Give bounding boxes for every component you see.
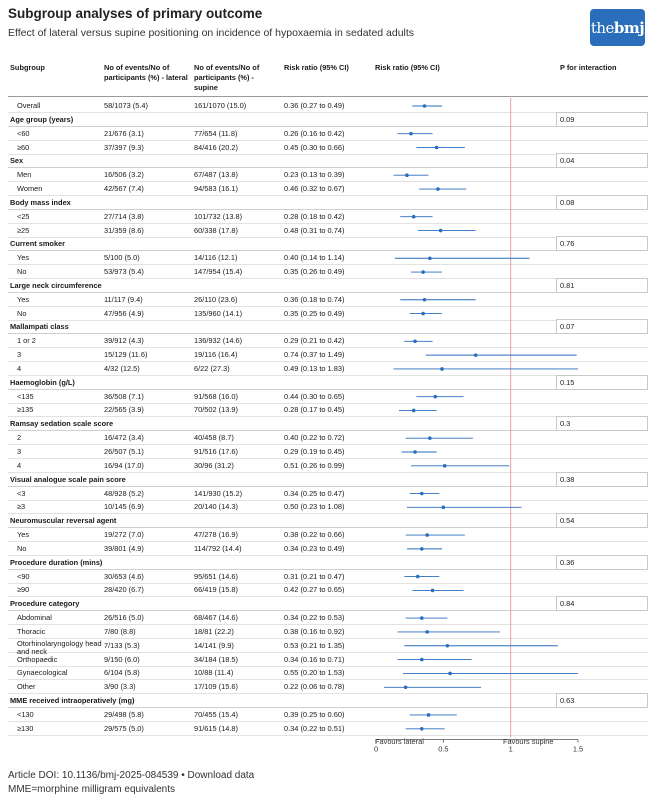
lateral-events: 53/973 (5.4) (104, 267, 144, 277)
point-estimate (420, 727, 424, 731)
point-estimate (405, 173, 409, 177)
point-estimate (431, 589, 435, 593)
p-value: 0.09 (560, 114, 575, 124)
point-estimate (421, 312, 425, 316)
header-supine: No of events/No of participants (%) - supine (194, 63, 260, 92)
point-estimate (436, 187, 440, 191)
risk-ratio-text: 0.26 (0.16 to 0.42) (284, 128, 345, 138)
supine-events: 77/654 (11.8) (194, 128, 238, 138)
subgroup-label: ≥90 (17, 585, 30, 595)
footer-note: MME=morphine milligram equivalents (8, 784, 176, 795)
subgroup-label: <90 (17, 571, 30, 581)
risk-ratio-text: 0.34 (0.23 to 0.49) (284, 543, 345, 553)
x-tick-label: 1.5 (572, 744, 584, 754)
subgroup-label: Procedure category (10, 599, 80, 609)
subgroup-label: ≥3 (17, 502, 26, 512)
lateral-events: 58/1073 (5.4) (104, 101, 148, 110)
risk-ratio-text: 0.28 (0.18 to 0.42) (284, 211, 345, 221)
lateral-events: 30/653 (4.6) (104, 571, 144, 581)
chart-title: Subgroup analyses of primary outcome (8, 6, 263, 21)
risk-ratio-text: 0.34 (0.22 to 0.53) (284, 613, 345, 623)
p-value: 0.54 (560, 516, 575, 526)
supine-events: 141/930 (15.2) (194, 488, 243, 498)
subgroup-label: Mallampati class (10, 322, 69, 332)
point-estimate (440, 367, 444, 371)
risk-ratio-text: 0.53 (0.21 to 1.35) (284, 640, 345, 650)
subgroup-label: Yes (17, 253, 30, 263)
point-estimate (413, 339, 417, 343)
subgroup-label: 4 (17, 363, 22, 373)
point-estimate (439, 229, 443, 233)
p-value: 0.81 (560, 280, 575, 290)
lateral-events: 16/506 (3.2) (104, 170, 144, 180)
risk-ratio-text: 0.34 (0.25 to 0.47) (284, 488, 345, 498)
subgroup-label: Current smoker (10, 239, 66, 249)
point-estimate (435, 146, 439, 150)
lateral-events: 6/104 (5.8) (104, 668, 140, 678)
supine-events: 60/338 (17.8) (194, 225, 238, 235)
lateral-events: 31/359 (8.6) (104, 225, 144, 235)
supine-events: 30/96 (31.2) (194, 460, 234, 470)
supine-events: 19/116 (16.4) (194, 350, 238, 360)
subgroup-label: Age group (years) (10, 114, 74, 124)
supine-events: 14/116 (12.1) (194, 253, 238, 263)
subgroup-label: Other (17, 682, 36, 692)
subgroup-label: Thoracic (17, 626, 46, 636)
lateral-events: 26/516 (5.0) (104, 613, 144, 623)
risk-ratio-text: 0.49 (0.13 to 1.83) (284, 363, 345, 373)
supine-events: 17/109 (15.6) (194, 682, 238, 692)
subgroup-label: Overall (17, 101, 41, 110)
subgroup-label: Gynaecological (17, 668, 68, 678)
subgroup-label: Ramsay sedation scale score (10, 419, 114, 429)
lateral-events: 19/272 (7.0) (104, 530, 144, 540)
lateral-events: 15/129 (11.6) (104, 350, 148, 360)
point-estimate (425, 630, 429, 634)
risk-ratio-text: 0.40 (0.14 to 1.14) (284, 253, 345, 263)
supine-events: 10/88 (11.4) (194, 668, 234, 678)
point-estimate (423, 104, 427, 108)
subgroup-label: Sex (10, 156, 24, 166)
x-tick-label: 0 (373, 744, 379, 754)
lateral-events: 4/32 (12.5) (104, 363, 140, 373)
supine-events: 135/960 (14.1) (194, 308, 243, 318)
p-value: 0.76 (560, 239, 575, 249)
point-estimate (446, 644, 450, 648)
footer-doi[interactable]: Article DOI: 10.1136/bmj-2025-084539 • Download data (8, 770, 255, 781)
risk-ratio-text: 0.44 (0.30 to 0.65) (284, 391, 345, 401)
lateral-events: 37/397 (9.3) (104, 142, 144, 152)
p-value: 0.08 (560, 197, 575, 207)
subgroup-label: <130 (17, 709, 34, 719)
risk-ratio-text: 0.22 (0.06 to 0.78) (284, 682, 345, 692)
supine-events: 84/416 (20.2) (194, 142, 238, 152)
subgroup-label: Large neck circumference (10, 280, 102, 290)
subgroup-label: <25 (17, 211, 30, 221)
p-value: 0.3 (560, 419, 571, 429)
subgroup-label: Body mass index (10, 197, 71, 207)
point-estimate (404, 685, 408, 689)
point-estimate (427, 713, 431, 717)
logo-text-bmj: bmj (613, 18, 645, 37)
subgroup-label: 3 (17, 447, 22, 456)
lateral-events: 21/676 (3.1) (104, 128, 144, 138)
subgroup-label: Yes (17, 530, 30, 540)
point-estimate (448, 672, 452, 676)
supine-events: 14/141 (9.9) (194, 640, 234, 650)
subgroup-label: 1 or 2 (17, 336, 36, 346)
risk-ratio-text: 0.39 (0.25 to 0.60) (284, 709, 345, 719)
risk-ratio-text: 0.40 (0.22 to 0.72) (284, 433, 345, 443)
supine-events: 101/732 (13.8) (194, 211, 243, 221)
risk-ratio-text: 0.36 (0.27 to 0.49) (284, 101, 345, 110)
subgroup-label: Procedure duration (mins) (10, 557, 103, 567)
supine-events: 147/954 (15.4) (194, 267, 243, 277)
subgroup-label: <60 (17, 128, 30, 138)
risk-ratio-text: 0.38 (0.16 to 0.92) (284, 626, 345, 636)
p-value: 0.38 (560, 474, 575, 484)
lateral-events: 28/420 (6.7) (104, 585, 144, 595)
supine-events: 26/110 (23.6) (194, 294, 238, 304)
p-value: 0.07 (560, 322, 575, 332)
header-p-interaction: P for interaction (560, 63, 617, 72)
point-estimate (442, 506, 446, 510)
lateral-events: 16/472 (3.4) (104, 433, 144, 443)
supine-events: 66/419 (15.8) (194, 585, 238, 595)
supine-events: 114/792 (14.4) (194, 543, 242, 553)
supine-events: 70/502 (13.9) (194, 405, 238, 415)
subgroup-label: Orthopaedic (17, 654, 58, 664)
lateral-events: 39/912 (4.3) (104, 336, 144, 346)
risk-ratio-text: 0.38 (0.22 to 0.66) (284, 530, 345, 540)
subgroup-label: Visual analogue scale pain score (10, 474, 126, 484)
risk-ratio-text: 0.36 (0.18 to 0.74) (284, 294, 345, 304)
lateral-events: 26/507 (5.1) (104, 447, 144, 456)
supine-events: 18/81 (22.2) (194, 626, 234, 636)
lateral-events: 11/117 (9.4) (104, 294, 143, 304)
p-value: 0.04 (560, 156, 575, 166)
risk-ratio-text: 0.46 (0.32 to 0.67) (284, 184, 345, 194)
risk-ratio-text: 0.35 (0.26 to 0.49) (284, 267, 345, 277)
subgroup-label: ≥130 (17, 723, 34, 733)
risk-ratio-text: 0.45 (0.30 to 0.66) (284, 142, 345, 152)
subgroup-label: <135 (17, 391, 34, 401)
risk-ratio-text: 0.34 (0.22 to 0.51) (284, 723, 345, 733)
risk-ratio-text: 0.31 (0.21 to 0.47) (284, 571, 345, 581)
chart-subtitle: Effect of lateral versus supine positioning on incidence of hypoxaemia in sedated adults (8, 27, 415, 39)
point-estimate (412, 409, 416, 413)
subgroup-label: <3 (17, 488, 26, 498)
lateral-events: 3/90 (3.3) (104, 682, 136, 692)
header-lateral: No of events/No of participants (%) - lateral (104, 63, 188, 82)
point-estimate (428, 436, 432, 440)
lateral-events: 27/714 (3.8) (104, 211, 144, 221)
subgroup-label: Otorhinolaryngology head and neck (17, 638, 102, 657)
point-estimate (420, 616, 424, 620)
lateral-events: 47/956 (4.9) (104, 308, 144, 318)
header-risk-ratio: Risk ratio (95% CI) (284, 63, 349, 72)
supine-events: 70/455 (15.4) (194, 709, 238, 719)
supine-events: 95/651 (14.6) (194, 571, 238, 581)
risk-ratio-text: 0.48 (0.31 to 0.74) (284, 225, 345, 235)
point-estimate (420, 492, 424, 496)
subgroup-label: ≥25 (17, 225, 30, 235)
lateral-events: 10/145 (6.9) (104, 502, 144, 512)
subgroup-label: ≥60 (17, 142, 30, 152)
point-estimate (420, 658, 424, 662)
supine-events: 161/1070 (15.0) (194, 101, 247, 110)
point-estimate (409, 132, 413, 136)
risk-ratio-text: 0.29 (0.21 to 0.42) (284, 336, 345, 346)
supine-events: 47/278 (16.9) (194, 530, 238, 540)
axis-label-favours-lateral: Favours lateral (375, 737, 424, 746)
header-plot: Risk ratio (95% CI) (375, 63, 440, 72)
p-value: 0.63 (560, 696, 575, 706)
risk-ratio-text: 0.29 (0.19 to 0.45) (284, 447, 345, 456)
header-subgroup: Subgroup (10, 63, 45, 72)
risk-ratio-text: 0.34 (0.16 to 0.71) (284, 654, 345, 664)
supine-events: 20/140 (14.3) (194, 502, 238, 512)
point-estimate (433, 395, 437, 399)
subgroup-label: Haemoglobin (g/L) (10, 377, 75, 387)
subgroup-label: Neuromuscular reversal agent (10, 516, 117, 526)
lateral-events: 9/150 (6.0) (104, 654, 140, 664)
lateral-events: 36/508 (7.1) (104, 391, 144, 401)
axis-label-favours-supine: Favours supine (503, 737, 554, 746)
lateral-events: 42/567 (7.4) (104, 184, 144, 194)
subgroup-label: Abdominal (17, 613, 52, 623)
p-value: 0.36 (560, 557, 575, 567)
x-tick-label: 0.5 (438, 744, 449, 754)
risk-ratio-text: 0.35 (0.25 to 0.49) (284, 308, 345, 318)
lateral-events: 39/801 (4.9) (104, 543, 144, 553)
risk-ratio-text: 0.74 (0.37 to 1.49) (284, 350, 345, 360)
point-estimate (443, 464, 447, 468)
subgroup-label: 3 (17, 350, 22, 360)
p-value: 0.84 (560, 599, 575, 609)
point-estimate (412, 215, 416, 219)
point-estimate (413, 450, 417, 454)
point-estimate (474, 353, 478, 357)
risk-ratio-text: 0.51 (0.26 to 0.99) (284, 460, 345, 470)
subgroup-label: ≥135 (17, 405, 34, 415)
subgroup-label: No (17, 267, 27, 277)
lateral-events: 48/928 (5.2) (104, 488, 144, 498)
supine-events: 34/184 (18.5) (194, 654, 238, 664)
subgroup-label: Yes (17, 294, 30, 304)
risk-ratio-text: 0.23 (0.13 to 0.39) (284, 170, 345, 180)
subgroup-label: 4 (17, 460, 22, 470)
point-estimate (420, 547, 424, 551)
supine-events: 136/932 (14.6) (194, 336, 243, 346)
risk-ratio-text: 0.42 (0.27 to 0.65) (284, 585, 345, 595)
point-estimate (423, 298, 427, 302)
point-estimate (416, 575, 420, 579)
lateral-events: 5/100 (5.0) (104, 253, 140, 263)
risk-ratio-text: 0.50 (0.23 to 1.08) (284, 502, 345, 512)
risk-ratio-text: 0.55 (0.20 to 1.53) (284, 668, 345, 678)
subgroup-label: No (17, 543, 27, 553)
subgroup-label: 2 (17, 433, 22, 443)
x-tick-label: 1 (508, 744, 513, 754)
supine-events: 94/583 (16.1) (194, 184, 238, 194)
lateral-events: 29/498 (5.8) (104, 709, 144, 719)
p-value: 0.15 (560, 377, 575, 387)
logo-text-the: the (590, 18, 614, 37)
point-estimate (428, 256, 432, 260)
supine-events: 91/615 (14.8) (194, 723, 238, 733)
supine-events: 68/467 (14.6) (194, 613, 238, 623)
subgroup-label: No (17, 308, 27, 318)
supine-events: 40/458 (8.7) (194, 433, 234, 443)
risk-ratio-text: 0.28 (0.17 to 0.45) (284, 405, 345, 415)
supine-events: 91/516 (17.6) (194, 447, 238, 456)
lateral-events: 16/94 (17.0) (104, 460, 144, 470)
subgroup-label: Men (17, 170, 32, 180)
lateral-events: 22/565 (3.9) (104, 405, 144, 415)
supine-events: 91/568 (16.0) (194, 391, 238, 401)
lateral-events: 29/575 (5.0) (104, 723, 144, 733)
lateral-events: 7/80 (8.8) (104, 626, 136, 636)
point-estimate (425, 533, 429, 537)
supine-events: 6/22 (27.3) (194, 363, 230, 373)
supine-events: 67/487 (13.8) (194, 170, 238, 180)
point-estimate (421, 270, 425, 274)
subgroup-label: Women (17, 184, 43, 194)
subgroup-label: MME received intraoperatively (mg) (10, 696, 135, 706)
lateral-events: 7/133 (5.3) (104, 640, 140, 650)
